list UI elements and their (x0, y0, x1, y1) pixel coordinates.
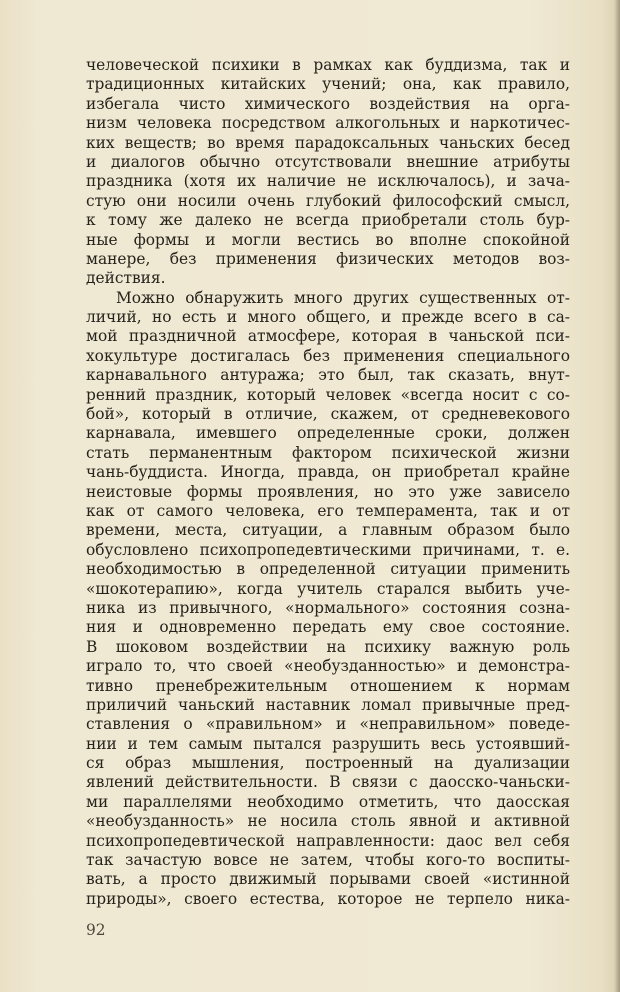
text-line: ника из привычного, «нормального» состояния созна- (86, 598, 570, 617)
text-line: нии и тем самым пытался разрушить весь устоявший- (86, 734, 570, 753)
text-line: явлений действительности. В связи с даосско-чаньски- (86, 773, 570, 792)
text-line: времени, места, ситуации, а главным образом было (86, 521, 570, 540)
text-line: традиционных китайских учений; она, как правило, (86, 75, 570, 94)
text-line: карнавального антуража; это был, так сказать, внут- (86, 366, 570, 385)
text-line: ся образ мышления, построенный на дуализации (86, 754, 570, 773)
text-line: и диалогов обычно отсутствовали внешние атрибуты (86, 152, 570, 171)
text-line: как от самого человека, его темперамента, так и от (86, 501, 570, 520)
text-line: манере, без применения физических методов воз- (86, 249, 570, 268)
text-line: приличий чаньский наставник ломал привычные пред- (86, 695, 570, 714)
text-line: бой», который в отличие, скажем, от средневекового (86, 405, 570, 424)
text-line: В шоковом воздействии на психику важную роль (86, 637, 570, 656)
text-line: неистовые формы проявления, но это уже зависело (86, 482, 570, 501)
page-edge-shadow (614, 0, 620, 992)
text-line: к тому же далеко не всегда приобретали столь бур- (86, 211, 570, 230)
text-line: ставления о «правильном» и «неправильном» поведе- (86, 715, 570, 734)
paragraph-start-line: Можно обнаружить много других существенных от- (116, 288, 570, 307)
page-number: 92 (86, 921, 106, 939)
text-line: ких веществ; во время парадоксальных чаньских бесед (86, 133, 570, 152)
text-line: ми параллелями необходимо отметить, что даосская (86, 792, 570, 811)
text-line: ные формы и могли вестись во вполне спокойной (86, 230, 570, 249)
text-line: действия. (86, 269, 166, 288)
body-text (86, 56, 570, 909)
text-line: вать, а просто движимый порывами своей «истинной (86, 870, 570, 889)
text-line: избегала чисто химического воздействия на орга- (86, 94, 570, 113)
text-line: «необузданность» не носила столь явной и активной (86, 812, 570, 831)
text-line: стую они носили очень глубокий философский смысл, (86, 191, 570, 210)
text-line: ния и одновременно передать ему свое состояние. (86, 618, 570, 637)
text-line: мой праздничной атмосфере, которая в чаньской пси- (86, 327, 570, 346)
text-line: низм человека посредством алкогольных и наркотичес- (86, 114, 570, 133)
text-line: человеческой психики в рамках как буддизма, так и (86, 56, 570, 74)
text-line: обусловлено психопропедевтическими причинами, т. е. (86, 540, 570, 559)
text-line: так зачастую вовсе не затем, чтобы кого-то воспиты- (86, 851, 570, 870)
text-line: карнавала, имевшего определенные сроки, должен (86, 424, 570, 443)
text-line: личий, но есть и много общего, и прежде всего в са- (86, 308, 570, 327)
text-line: чань-буддиста. Иногда, правда, он приобретал крайне (86, 463, 570, 482)
text-line: стать перманентным фактором психической жизни (86, 443, 570, 462)
text-line: играло то, что своей «необузданностью» и демонстра- (86, 657, 570, 676)
text-line: природы», своего естества, которое не терпело ника- (86, 889, 570, 908)
text-line: тивно пренебрежительным отношением к нормам (86, 676, 570, 695)
text-line: психопропедевтической направленности: даос вел себя (86, 831, 570, 850)
text-line: ренний праздник, который человек «всегда носит с со- (86, 385, 570, 404)
text-line: хокультуре достигалась без применения специального (86, 346, 570, 365)
text-line: необходимостью в определенной ситуации применить (86, 560, 570, 579)
text-line: праздника (хотя их наличие не исключалось), и зача- (86, 172, 570, 191)
text-line: «шокотерапию», когда учитель старался выбить уче- (86, 579, 570, 598)
